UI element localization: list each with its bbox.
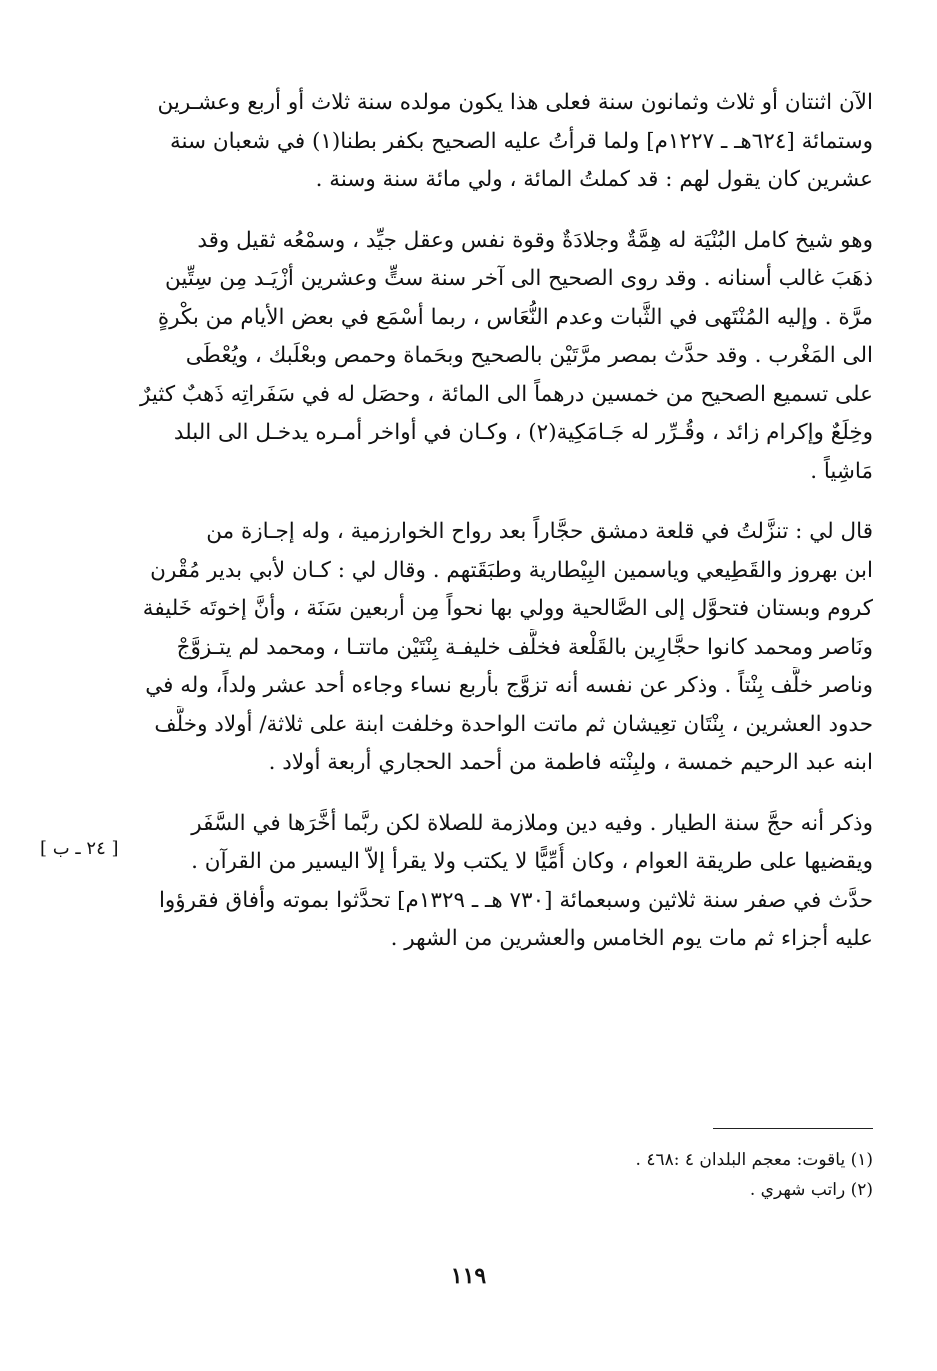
text-line: الى المَغْرب . وقد حدَّث بمصر مرَّتَيْن بالصحيح وبحَماة وحمص وبعْلَبك ، ويُعْطَى [185, 343, 873, 368]
text-line: عليه أجزاء ثم مات يوم الخامس والعشرين من الشهر . [390, 926, 873, 951]
main-text [125, 84, 873, 959]
text-line: على تسميع الصحيح من خمسين درهماً الى المائة ، وحصَل له في سَفَراتِه ذَهبٌ كثيرٌ [139, 381, 873, 407]
text-line: عشرين كان يقول لهم : قد كملتُ المائة ، ولي مائة سنة وسنة . [315, 167, 873, 192]
paragraph-4 [125, 805, 873, 959]
text-line: وستمائة [٦٢٤هـ ـ ١٢٢٧م] ولما قرأتُ عليه الصحيح بكفر بطنا(١) في شعبان سنة [170, 128, 873, 154]
text-line: ابن بهروز والقَطِيعي وياسمين البِيْطارية وطبَقَتهم . وقال لي : كـان لأبي بدير مُقْرن [150, 557, 873, 583]
text-line: وهو شيخ كامل البُنْيَة له هِمَّةٌ وجلادَةٌ وقوة نفس وعقل جيِّد ، وسمْعُه ثقيل وقد [197, 227, 873, 253]
text-line: ويقضيها على طريقة العوام ، وكان أُمِّيًّا لا يكتب ولا يقرأ إلاّ اليسير من القرآن . [191, 849, 873, 874]
paragraph-1 [125, 84, 873, 200]
paragraph-3 [125, 513, 873, 783]
text-line: وذكر أنه حجَّ سنة الطيار . وفيه دين وملازمة للصلاة لكن ربَّما أخَّرَها في السَّفَر [191, 810, 873, 836]
text-line: الآن اثنتان أو ثلاث وثمانون سنة فعلى هذا يكون مولده سنة ثلاث أو أربع وعشـرين [157, 90, 873, 115]
text-line: ابنه عبد الرحيم خمسة ، ولبِنْته فاطمة من أحمد الحجاري أربعة أولاد . [268, 750, 873, 775]
text-line: وناصر خلَّف بِنْتاً . وذكر عن نفسه أنه تزوَّج بأربع نساء وجاءه أحد عشر ولداً، وله في [145, 673, 873, 698]
footnote-divider [713, 1128, 873, 1129]
text-line: كروم وبستان فتحوَّل إلى الصَّالحية وولي بها نحواً مِن أربعين سَنَة ، وأنَّ إخوتَه خَليفة [142, 596, 873, 621]
text-line: حدود العشرين ، بِنْتَان تعِيشان ثم ماتت الواحدة وخلفت ابنة على ثلاثة/ أولاد وخلَّف [154, 711, 873, 737]
text-line: وخِلَعٌ وإكرام زائد ، وقُـرِّر له جَـامَكِية(٢) ، وكـان في أواخر أمـره يدخـل الى البلد [173, 420, 873, 445]
text-line: حدَّث في صفر سنة ثلاثين وسبعمائة [٧٣٠ هـ ـ ١٣٢٩م] تحدَّثوا بموته وأفاق فقرؤوا [158, 887, 873, 913]
page-number: ١١٩ [450, 1263, 487, 1289]
text-line: مرَّة . وإليه المُنْتَهى في الثَّبات وعدم النُّعَاس ، ربما أسْمَع في بعض الأيام من بكْرةٍ [157, 304, 873, 330]
footnotes [373, 1145, 873, 1205]
paragraph-2 [125, 222, 873, 492]
footnote-2: (٢) راتب شهري . [749, 1180, 873, 1200]
text-line: مَاشِياً . [810, 458, 873, 484]
manuscript-folio-marker: [ ٢٤ ـ ب ] [40, 838, 119, 859]
text-line: ونَاصر ومحمد كانوا حجَّارِين بالقَلْعة فخلَّف خليفـة بِنْتَيْن ماتتـا ، ومحمد لم يتـزوَّجْ [176, 634, 873, 660]
footnote-1: (١) ياقوت: معجم البلدان ٤ :٤٦٨ . [635, 1150, 873, 1170]
text-line: قال لي : تنزَّلتُ في قلعة دمشق حجَّاراً بعد رواح الخوارزمية ، وله إجـازة من [206, 519, 873, 544]
text-line: ذهَبَ غالب أسنانه . وقد روى الصحيح الى آخر سنة ستٍّ وعشرين أزْيَـد مِن سِتِّين [165, 266, 873, 291]
